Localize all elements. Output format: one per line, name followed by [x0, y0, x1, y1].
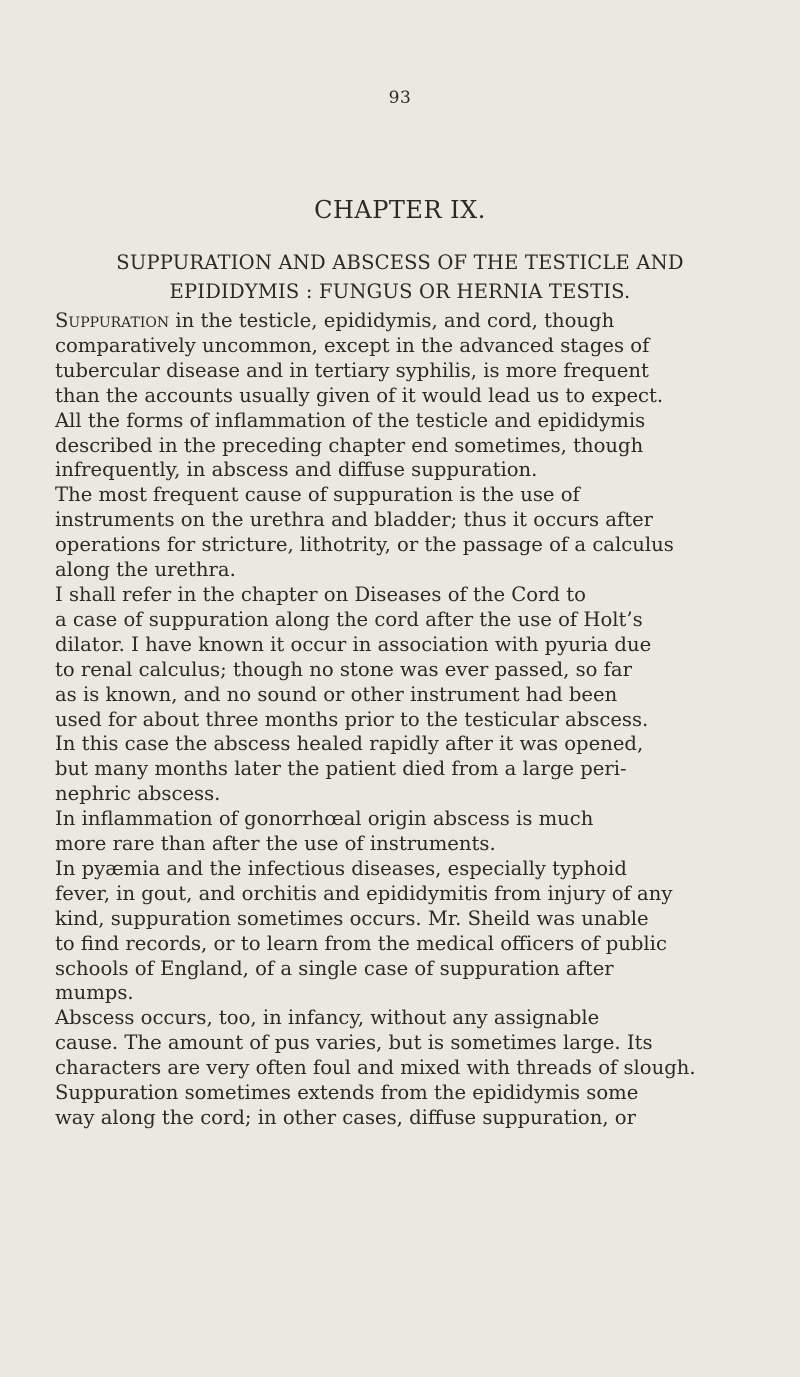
text-line: I shall refer in the chapter on Diseases of the Cord to: [55, 582, 586, 606]
text-line: comparatively uncommon, except in the advanced stages of: [55, 333, 650, 357]
text-line: but many months later the patient died from a large peri-: [55, 757, 627, 781]
text-line: In pyæmia and the infectious diseases, especially typhoid: [55, 856, 627, 880]
text-line: operations for stricture, lithotrity, or the passage of a calculus: [55, 533, 674, 557]
chapter-title-line: EPIDIDYMIS : FUNGUS OR HERNIA TESTIS.: [169, 280, 631, 303]
text-line: fever, in gout, and orchitis and epididymitis from injury of any: [55, 881, 673, 905]
text-line: a case of suppuration along the cord after the use of Holt’s: [55, 607, 643, 631]
text-line: infrequently, in abscess and diffuse suppuration.: [55, 458, 538, 482]
paragraph-5: [55, 857, 755, 1006]
text-line: In inflammation of gonorrhœal origin abscess is much: [55, 807, 594, 831]
text-line: to find records, or to learn from the medical officers of public: [55, 931, 667, 955]
chapter-heading: CHAPTER IX.: [314, 196, 486, 224]
paragraph-2: [55, 483, 755, 583]
text-line: All the forms of inflammation of the testicle and epididymis: [55, 408, 646, 432]
text-line: used for about three months prior to the testicular abscess.: [55, 707, 649, 731]
text-line: kind, suppuration sometimes occurs. Mr. Sheild was unable: [55, 906, 649, 930]
text-line: dilator. I have known it occur in association with pyuria due: [55, 632, 652, 656]
text-line: schools of England, of a single case of suppuration after: [55, 956, 614, 980]
text-line: mumps.: [55, 981, 134, 1005]
paragraph-1: [55, 309, 755, 483]
text-line: more rare than after the use of instruments.: [55, 832, 496, 856]
paragraph-3: [55, 583, 755, 807]
lead-word: Suppuration: [55, 309, 170, 332]
text-line: characters are very often foul and mixed with threads of slough.: [55, 1056, 696, 1080]
text-line: The most frequent cause of suppuration is the use of: [55, 483, 580, 507]
chapter-title: [40, 248, 760, 306]
text-line: to renal calculus; though no stone was ever passed, so far: [55, 657, 632, 681]
paragraph-7: [55, 1081, 755, 1131]
text-line: along the urethra.: [55, 558, 236, 582]
page-number: 93: [388, 88, 412, 108]
text-line: way along the cord; in other cases, diffuse suppuration, or: [55, 1106, 636, 1129]
text-line: In this case the abscess healed rapidly after it was opened,: [55, 732, 644, 756]
text-line: Suppuration sometimes extends from the epididymis some: [55, 1081, 639, 1105]
text-line: as is known, and no sound or other instrument had been: [55, 682, 618, 706]
text-line: Abscess occurs, too, in infancy, without any assignable: [55, 1006, 600, 1030]
text-line: nephric abscess.: [55, 782, 221, 806]
text-line: tubercular disease and in tertiary syphilis, is more frequent: [55, 358, 649, 382]
text-line: described in the preceding chapter end sometimes, though: [55, 433, 644, 457]
text-line: than the accounts usually given of it would lead us to expect.: [55, 383, 664, 407]
text-line: instruments on the urethra and bladder; thus it occurs after: [55, 508, 654, 532]
paragraph-6: [55, 1006, 755, 1081]
body-text: [55, 309, 755, 1131]
chapter-title-line: SUPPURATION AND ABSCESS OF THE TESTICLE AND: [116, 251, 684, 274]
text-line: cause. The amount of pus varies, but is sometimes large. Its: [55, 1031, 653, 1055]
paragraph-4: [55, 807, 755, 857]
text-line: Suppuration in the testicle, epididymis, and cord, though: [55, 309, 615, 332]
